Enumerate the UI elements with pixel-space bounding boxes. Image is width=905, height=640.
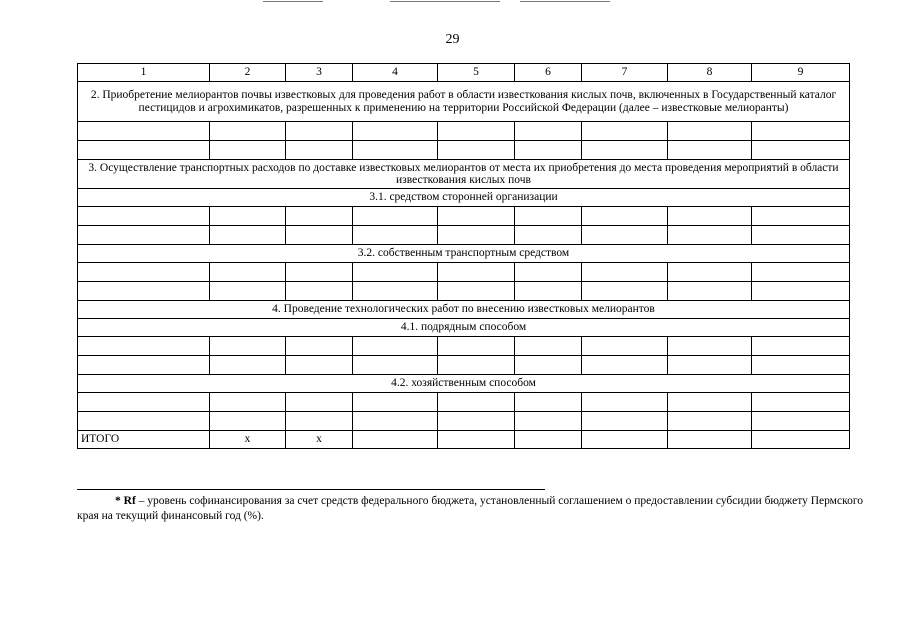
table-cell[interactable]	[78, 122, 210, 141]
table-row	[78, 141, 850, 160]
table-cell[interactable]	[353, 412, 438, 431]
table-cell[interactable]	[668, 263, 752, 282]
section-4-2-heading: 4.2. хозяйственным способом	[78, 375, 850, 393]
table-cell[interactable]	[353, 431, 438, 449]
table-cell[interactable]	[210, 207, 286, 226]
table-cell[interactable]	[438, 207, 515, 226]
table-cell[interactable]	[353, 122, 438, 141]
subsection-row	[78, 245, 850, 263]
table-cell[interactable]	[668, 337, 752, 356]
table-cell[interactable]	[515, 356, 582, 375]
table-cell[interactable]	[752, 207, 850, 226]
table-cell[interactable]	[353, 226, 438, 245]
column-number: 6	[515, 64, 582, 82]
table-cell[interactable]	[752, 226, 850, 245]
table-row	[78, 226, 850, 245]
column-number: 2	[210, 64, 286, 82]
table-cell[interactable]	[286, 337, 353, 356]
subsidy-form-table	[77, 63, 850, 449]
table-cell[interactable]	[668, 122, 752, 141]
table-cell[interactable]	[515, 412, 582, 431]
table-cell[interactable]	[582, 356, 668, 375]
section-3-heading: 3. Осуществление транспортных расходов по доставке известковых мелиорантов от места их приобретения до места проведения мероприятий в области известкования кислых почв	[78, 160, 850, 189]
table-cell[interactable]	[210, 356, 286, 375]
column-number-row	[78, 64, 850, 82]
table-cell[interactable]	[286, 263, 353, 282]
table-cell[interactable]	[752, 393, 850, 412]
table-cell[interactable]	[353, 141, 438, 160]
table-cell[interactable]	[438, 282, 515, 301]
table-cell[interactable]	[582, 207, 668, 226]
table-cell[interactable]	[582, 412, 668, 431]
subsection-row	[78, 375, 850, 393]
section-row	[78, 301, 850, 319]
table-cell[interactable]	[438, 263, 515, 282]
table-cell[interactable]	[515, 337, 582, 356]
table-cell[interactable]	[78, 263, 210, 282]
table-cell[interactable]	[668, 282, 752, 301]
table-cell[interactable]	[438, 431, 515, 449]
footnote-mark: * Rf	[115, 495, 136, 507]
section-row	[78, 160, 850, 189]
table-cell[interactable]	[353, 263, 438, 282]
table-cell[interactable]	[668, 412, 752, 431]
table-cell[interactable]	[582, 226, 668, 245]
section-row	[78, 82, 850, 122]
table-cell[interactable]	[78, 356, 210, 375]
table-cell[interactable]	[515, 393, 582, 412]
top-edge-marks	[0, 0, 905, 4]
table-cell[interactable]	[438, 226, 515, 245]
total-row	[78, 431, 850, 449]
table-cell[interactable]	[752, 122, 850, 141]
table-cell[interactable]	[752, 282, 850, 301]
table-cell[interactable]	[438, 141, 515, 160]
table-cell[interactable]	[752, 431, 850, 449]
table-cell[interactable]	[438, 356, 515, 375]
table-cell[interactable]	[286, 141, 353, 160]
table-cell[interactable]	[286, 226, 353, 245]
table-cell[interactable]	[438, 122, 515, 141]
table-cell[interactable]	[353, 356, 438, 375]
table-cell[interactable]	[286, 122, 353, 141]
table-row	[78, 393, 850, 412]
table-cell[interactable]	[515, 431, 582, 449]
table-cell[interactable]	[210, 393, 286, 412]
table-cell[interactable]	[668, 226, 752, 245]
table-cell[interactable]	[752, 412, 850, 431]
table-cell[interactable]	[515, 141, 582, 160]
table-cell[interactable]	[353, 207, 438, 226]
table-cell[interactable]	[515, 122, 582, 141]
table-cell[interactable]	[582, 141, 668, 160]
table-cell[interactable]	[286, 412, 353, 431]
total-cell-col3: x	[286, 431, 353, 449]
column-number: 5	[438, 64, 515, 82]
subsection-row	[78, 319, 850, 337]
column-number: 8	[668, 64, 752, 82]
table-cell[interactable]	[210, 141, 286, 160]
table-cell[interactable]	[582, 431, 668, 449]
footnote	[77, 494, 863, 524]
table-cell[interactable]	[752, 337, 850, 356]
table-cell[interactable]	[353, 393, 438, 412]
table-cell[interactable]	[582, 337, 668, 356]
table-cell[interactable]	[438, 393, 515, 412]
table-cell[interactable]	[582, 122, 668, 141]
table-cell[interactable]	[752, 141, 850, 160]
table-cell[interactable]	[353, 337, 438, 356]
table-row	[78, 337, 850, 356]
table-cell[interactable]	[286, 356, 353, 375]
table-cell[interactable]	[286, 393, 353, 412]
column-number: 7	[582, 64, 668, 82]
footnote-divider	[77, 489, 545, 490]
total-label: ИТОГО	[78, 431, 210, 449]
table-cell[interactable]	[582, 393, 668, 412]
table-cell[interactable]	[752, 356, 850, 375]
table-cell[interactable]	[78, 393, 210, 412]
table-cell[interactable]	[78, 282, 210, 301]
table-row	[78, 356, 850, 375]
table-cell[interactable]	[668, 431, 752, 449]
table-cell[interactable]	[752, 263, 850, 282]
table-cell[interactable]	[78, 141, 210, 160]
table-cell[interactable]	[668, 356, 752, 375]
table-cell[interactable]	[78, 337, 210, 356]
section-3-1-heading: 3.1. средством сторонней организации	[78, 189, 850, 207]
table-cell[interactable]	[668, 393, 752, 412]
table-row	[78, 412, 850, 431]
table-cell[interactable]	[438, 337, 515, 356]
table-cell[interactable]	[286, 282, 353, 301]
column-number: 4	[353, 64, 438, 82]
page-number: 29	[445, 32, 460, 47]
table-cell[interactable]	[582, 263, 668, 282]
table-cell[interactable]	[210, 282, 286, 301]
table-cell[interactable]	[515, 263, 582, 282]
table-cell[interactable]	[210, 122, 286, 141]
table-cell[interactable]	[668, 141, 752, 160]
table-row	[78, 282, 850, 301]
table-cell[interactable]	[353, 282, 438, 301]
section-3-2-heading: 3.2. собственным транспортным средством	[78, 245, 850, 263]
table-row	[78, 122, 850, 141]
column-number: 3	[286, 64, 353, 82]
column-number: 1	[78, 64, 210, 82]
table-cell[interactable]	[210, 412, 286, 431]
table-cell[interactable]	[210, 337, 286, 356]
table-cell[interactable]	[515, 282, 582, 301]
table-row	[78, 263, 850, 282]
footnote-text: – уровень софинансирования за счет средств федерального бюджета, установленный соглашением о предоставлении субсидии бюджету Пермского края на текущий финансовый год (%).	[77, 495, 864, 522]
table-cell[interactable]	[438, 412, 515, 431]
section-4-heading: 4. Проведение технологических работ по внесению известковых мелиорантов	[78, 301, 850, 319]
table-cell[interactable]	[582, 282, 668, 301]
table-cell[interactable]	[210, 263, 286, 282]
table-row	[78, 207, 850, 226]
section-4-1-heading: 4.1. подрядным способом	[78, 319, 850, 337]
table-cell[interactable]	[286, 207, 353, 226]
table-cell[interactable]	[78, 207, 210, 226]
table-cell[interactable]	[210, 226, 286, 245]
table-cell[interactable]	[515, 207, 582, 226]
section-2-heading: 2. Приобретение мелиорантов почвы известковых для проведения работ в области известкования кислых почв, включенных в Государственный каталог пестицидов и агрохимикатов, разрешенных к применению на территории Российской Федерации (далее – известковые мелиоранты)	[78, 82, 850, 122]
total-cell-col2: x	[210, 431, 286, 449]
table-cell[interactable]	[78, 412, 210, 431]
column-number: 9	[752, 64, 850, 82]
subsection-row	[78, 189, 850, 207]
table-cell[interactable]	[515, 226, 582, 245]
table-cell[interactable]	[78, 226, 210, 245]
table-cell[interactable]	[668, 207, 752, 226]
